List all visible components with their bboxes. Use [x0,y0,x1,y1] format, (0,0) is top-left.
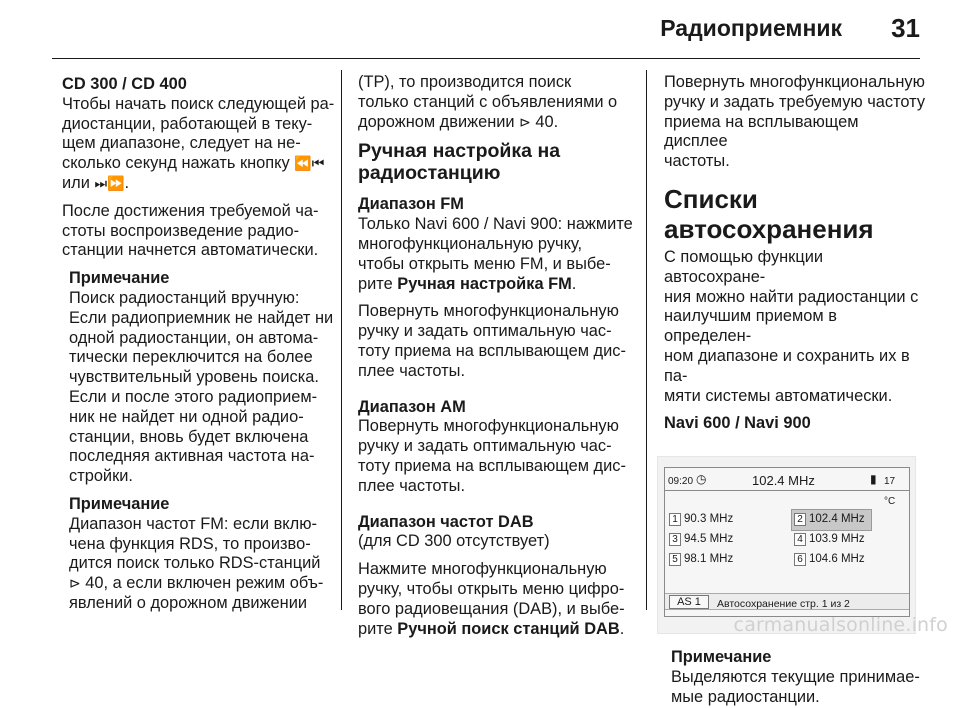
column-1 [62,75,337,614]
subheading-am: Диапазон AM [358,397,466,416]
header-divider [52,58,920,59]
watermark: carmanualsonline.info [733,614,948,636]
paragraph-fm-menu: Только Navi 600 / Navi 900: нажмите многофункциональную ручку, чтобы открыть меню FM, и выбе- рите Ручная настройка FM. [358,215,633,293]
dab-availability: (для CD 300 отсутствует) [358,532,550,551]
subheading-dab: Диапазон частот DAB [358,512,534,531]
paragraph-seek: Чтобы начать поиск следующей ра- диостанции, работающей в теку- щем диапазоне, следует на не- сколько секунд нажать кнопку ⏪⏮ или ⏭⏩. [62,94,335,192]
paragraph-tp-continuation: (TP), то производится поиск только станций с объявлениями о дорожном движении ⊳ 40. [358,73,618,131]
note-manual-search: Примечание Поиск радиостанций вручную: Если радиоприемник не найдет ни одной радиостанции, он автома- тически переключится на более чувствительный уровень поиска. Если и после этого радиоприем- ник не найдет ни одной радио- станции, вновь будет включена последняя активная частота на- стройки. [62,269,337,487]
page-title: Радиоприемник [660,15,842,41]
note-title: Примечание [69,269,170,288]
section-title-cd: CD 300 / CD 400 [62,75,187,93]
page-header [0,0,960,62]
column-divider-2 [646,70,647,610]
seek-forward-icon: ⏭⏩ [94,174,125,191]
note-title: Примечание [69,494,170,513]
column-divider-1 [341,70,342,610]
display-frame [664,467,910,617]
heading-autosave-lists: Списки автосохранения [664,183,874,244]
page-number: 31 [891,13,920,43]
paragraph-am-tune: Повернуть многофункциональную ручку и задать оптимальную час- тоту приема на всплывающем дис- плее частоты. [358,417,626,495]
radio-display-screenshot [657,456,916,634]
autostore-page-label: Автосохранение стр. 1 из 2 [717,598,850,611]
preset-4[interactable]: 4 103.9 MHz [794,530,865,550]
thermometer-icon: ▮ [870,472,877,487]
display-frequency: 102.4 MHz [752,473,815,489]
display-time: 09:20 [668,476,694,488]
note-fm-rds: Примечание Диапазон частот FM: если вклю- чена функция RDS, то произво- дится поиск только RDS-станций ⊳ 40, а если включен режим объ- явлений о дорожном движении [62,495,337,614]
preset-5[interactable]: 5 98.1 MHz [669,550,733,570]
paragraph-auto-play: После достижения требуемой ча- стоты воспроизведение радио- станции начнется автоматически. [62,201,319,260]
subheading-navi: Navi 600 / Navi 900 [664,414,811,433]
page-reference-icon: ⊳ [69,575,81,592]
display-temperature: 17 °C [884,476,896,507]
clock-icon: ◷ [696,472,707,487]
seek-back-icon: ⏪⏮ [294,155,325,172]
preset-3[interactable]: 3 94.5 MHz [669,530,733,550]
column-2 [358,73,638,639]
paragraph-autosave: С помощью функции автосохране- ния можно найти радиостанции с наилучшим приемом в определен- ном диапазоне и сохранить их в па- мяти системы автоматически. [664,247,919,405]
paragraph-fm-tune: Повернуть многофункциональную ручку и задать оптимальную час- тоту приема на всплывающем дис- плее частоты. [358,302,626,380]
column-3 [664,73,926,708]
paragraph-dab-menu: Нажмите многофункциональную ручку, чтобы открыть меню цифро- вого радиовещания (DAB), и выбе- рите Ручной поиск станций DAB. [358,560,625,638]
paragraph-dab-tune: Повернуть многофункциональную ручку и задать требуемую частоту приема на всплывающем дисплее частоты. [664,73,926,171]
note-title: Примечание [671,648,772,667]
note-highlight: Примечание Выделяются текущие принимае- мые радиостанции. [664,648,926,707]
heading-manual-tuning: Ручная настройка на радиостанцию [358,140,561,185]
preset-2-selected[interactable]: 2 102.4 MHz [791,509,872,531]
display-footer [665,593,909,610]
subheading-fm: Диапазон FM [358,195,464,214]
preset-6[interactable]: 6 104.6 MHz [794,550,865,570]
autostore-page-button[interactable]: AS 1 [669,595,709,609]
page-reference-icon: ⊳ [519,113,531,130]
preset-1[interactable]: 1 90.3 MHz [669,510,733,530]
